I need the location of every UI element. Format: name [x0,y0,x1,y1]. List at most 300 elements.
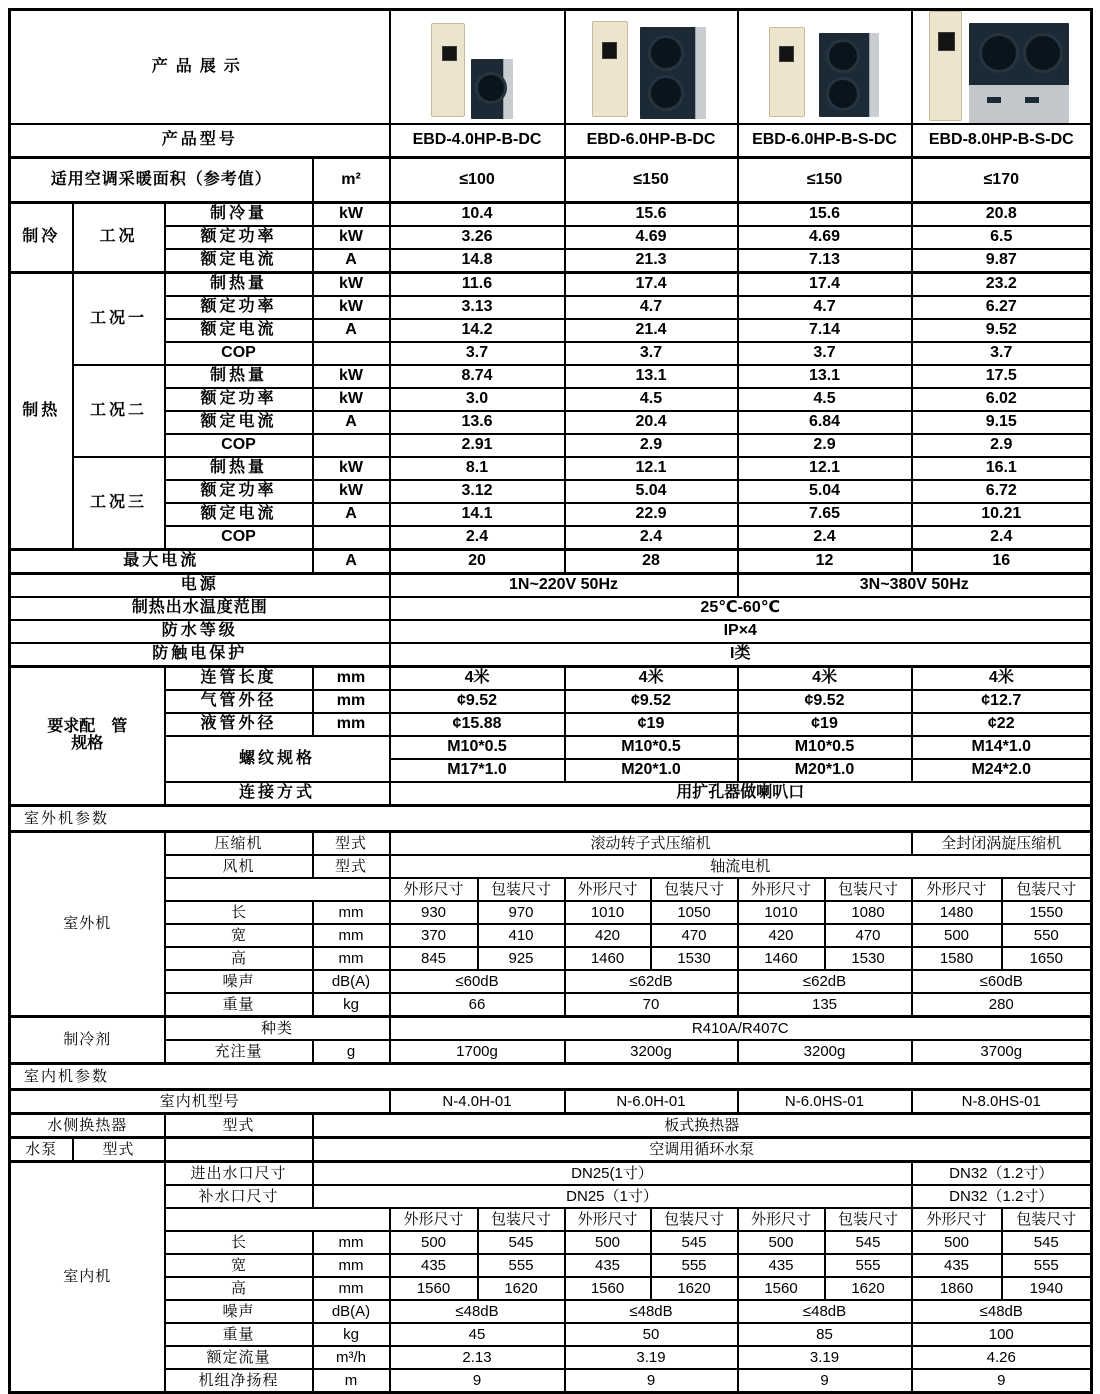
spec-value: 21.4 [565,319,738,342]
spec-label: 额定电流 [165,249,313,273]
spec-value: 545 [825,1231,912,1254]
spec-label: 噪声 [165,970,313,993]
spec-unit: m³/h [313,1346,390,1369]
indoor-model-1: N-4.0H-01 [390,1090,565,1114]
refrigerant-kind-label: 种类 [165,1017,390,1041]
heating-section-label: 制热 [10,273,73,550]
spec-value: 6.5 [912,226,1092,249]
area-value-1: ≤100 [390,158,565,203]
spec-value: 45 [390,1323,565,1346]
spec-value: 845 [390,947,478,970]
fan-icon [475,72,507,104]
spec-value: 470 [825,924,912,947]
spec-value: 135 [738,993,912,1017]
spec-value: 420 [738,924,825,947]
empty-cell [165,878,390,901]
hx-value: 板式换热器 [313,1114,1092,1138]
spec-label: COP [165,434,313,457]
spec-label: COP [165,342,313,365]
spec-value: 2.4 [738,526,912,550]
spec-value: 20.4 [565,411,738,434]
dim-header-outline: 外形尺寸 [390,878,478,901]
spec-value: 11.6 [390,273,565,297]
spec-label: 额定功率 [165,388,313,411]
spec-value: 1560 [390,1277,478,1300]
spec-value: 10.4 [390,203,565,227]
spec-value: 12.1 [565,457,738,480]
product-photo [566,11,737,123]
spec-label: 长 [165,901,313,924]
spec-value: 7.14 [738,319,912,342]
area-value-2: ≤150 [565,158,738,203]
spec-value: 13.1 [738,365,912,388]
spec-value: 555 [1002,1254,1092,1277]
dim-header-package: 包装尺寸 [1002,1208,1092,1231]
empty-cell [165,1208,390,1231]
fan-type: 轴流电机 [390,855,1092,878]
dim-header-outline: 外形尺寸 [565,1208,651,1231]
empty-cell [313,526,390,550]
shock-protection-label: 防触电保护 [10,643,390,667]
spec-value: 3.19 [565,1346,738,1369]
spec-label: COP [165,526,313,550]
spec-label: 额定功率 [165,480,313,503]
type-label: 型式 [313,832,390,856]
product-model-2: EBD-6.0HP-B-DC [565,124,738,158]
spec-value: 1560 [738,1277,825,1300]
spec-value: 6.02 [912,388,1092,411]
spec-label: 宽 [165,924,313,947]
spec-unit: A [313,503,390,526]
indoor-unit-label: 室内机 [10,1162,165,1393]
spec-value: 1580 [912,947,1002,970]
power-value-380: 3N~380V 50Hz [738,574,1092,598]
spec-label: 高 [165,1277,313,1300]
spec-unit: A [313,319,390,342]
spec-value: 4米 [565,667,738,691]
spec-value: 17.4 [738,273,912,297]
spec-value: ≤48dB [565,1300,738,1323]
dim-header-package: 包装尺寸 [1002,878,1092,901]
spec-value: 4米 [912,667,1092,691]
thread-value: M14*1.0 [912,736,1092,759]
spec-label: 机组净扬程 [165,1369,313,1393]
spec-value: 1560 [565,1277,651,1300]
spec-label: 宽 [165,1254,313,1277]
compressor-label: 压缩机 [165,832,313,856]
spec-value: 1860 [912,1277,1002,1300]
product-photo [913,11,1091,123]
spec-value: 7.65 [738,503,912,526]
outdoor-unit-label: 室外机 [10,832,165,1017]
spec-value: 3.19 [738,1346,912,1369]
spec-value: ¢9.52 [738,690,912,713]
thread-value: M10*0.5 [390,736,565,759]
empty-cell [313,434,390,457]
spec-unit: kg [313,993,390,1017]
thread-spec-label: 螺纹规格 [165,736,390,782]
area-value-4: ≤170 [912,158,1092,203]
spec-label: 额定电流 [165,411,313,434]
spec-value: 6.72 [912,480,1092,503]
thread-value: M20*1.0 [738,759,912,782]
spec-value: 5.04 [738,480,912,503]
spec-value: 9.15 [912,411,1092,434]
indoor-model-label: 室内机型号 [10,1090,390,1114]
spec-unit: mm [313,1277,390,1300]
spec-unit: kW [313,273,390,297]
spec-value: 470 [651,924,738,947]
spec-value: 15.6 [738,203,912,227]
spec-value: 1010 [738,901,825,924]
power-value-220: 1N~220V 50Hz [390,574,738,598]
product-image-4 [912,10,1092,125]
dim-header-package: 包装尺寸 [651,878,738,901]
spec-unit: mm [313,901,390,924]
spec-value: 85 [738,1323,912,1346]
dim-header-outline: 外形尺寸 [912,878,1002,901]
spec-unit: mm [313,713,390,736]
outdoor-section-header: 室外机参数 [10,806,1092,832]
indoor-section-header: 室内机参数 [10,1064,1092,1090]
spec-label: 重量 [165,1323,313,1346]
spec-value: 1480 [912,901,1002,924]
display-panel [442,46,457,61]
dim-header-outline: 外形尺寸 [565,878,651,901]
spec-value: ¢12.7 [912,690,1092,713]
spec-value: 970 [478,901,565,924]
water-temp-value: 25℃-60℃ [390,597,1092,620]
spec-value: 3.26 [390,226,565,249]
pump-type-label: 型式 [73,1138,165,1162]
spec-label: 液管外径 [165,713,313,736]
spec-value: 2.4 [390,526,565,550]
spec-value: 14.1 [390,503,565,526]
spec-value: ¢22 [912,713,1092,736]
base-panel [969,85,1069,123]
indoor-model-2: N-6.0H-01 [565,1090,738,1114]
spec-unit: dB(A) [313,1300,390,1323]
fan-icon [826,77,860,111]
spec-value: ≤62dB [565,970,738,993]
spec-value: 410 [478,924,565,947]
dim-header-package: 包装尺寸 [651,1208,738,1231]
empty-cell [165,1138,313,1162]
spec-unit: mm [313,1231,390,1254]
port-value-main: DN25（1寸） [313,1185,912,1208]
dim-header-outline: 外形尺寸 [738,1208,825,1231]
display-panel [779,46,794,62]
area-unit: m² [313,158,390,203]
spec-value: 1050 [651,901,738,924]
charge-value: 3200g [565,1040,738,1064]
product-image-3 [738,10,912,125]
indoor-unit [769,27,805,117]
fan-icon [979,33,1019,73]
refrigerant-kind-value: R410A/R407C [390,1017,1092,1041]
spec-unit: kW [313,480,390,503]
spec-value: 555 [825,1254,912,1277]
area-label: 适用空调采暖面积（参考值） [10,158,313,203]
spec-value: ≤48dB [912,1300,1092,1323]
spec-value: 66 [390,993,565,1017]
spec-value: 50 [565,1323,738,1346]
spec-value: 2.4 [912,526,1092,550]
spec-value: 4米 [390,667,565,691]
piping-section-label [10,667,165,806]
max-current-value: 28 [565,550,738,574]
type-label: 型式 [313,855,390,878]
spec-value: ≤48dB [738,1300,912,1323]
fan-icon [648,35,684,71]
spec-value: 1620 [651,1277,738,1300]
product-model-1: EBD-4.0HP-B-DC [390,124,565,158]
condition-1-label: 工况一 [73,273,165,366]
product-photo [391,11,564,123]
spec-label: 高 [165,947,313,970]
spec-unit: kW [313,296,390,319]
spec-value: 3.7 [565,342,738,365]
side-panel [869,33,879,117]
spec-value: 1620 [825,1277,912,1300]
spec-value: 435 [738,1254,825,1277]
spec-value: 13.1 [565,365,738,388]
outdoor-unit [969,23,1069,123]
spec-unit: dB(A) [313,970,390,993]
spec-value: 545 [478,1231,565,1254]
spec-unit: mm [313,667,390,691]
max-current-value: 12 [738,550,912,574]
spec-label: 额定电流 [165,319,313,342]
port-value-last: DN32（1.2寸） [912,1162,1092,1186]
charge-value: 1700g [390,1040,565,1064]
spec-value: 555 [478,1254,565,1277]
thread-value: M20*1.0 [565,759,738,782]
spec-unit: kW [313,365,390,388]
empty-cell [313,342,390,365]
spec-value: 2.13 [390,1346,565,1369]
spec-value: 7.13 [738,249,912,273]
spec-value: 4.7 [738,296,912,319]
spec-value: ¢19 [738,713,912,736]
outdoor-unit [819,33,879,117]
spec-value: 3.7 [912,342,1092,365]
spec-value: 17.4 [565,273,738,297]
spec-value: 545 [1002,1231,1092,1254]
spec-value: 6.84 [738,411,912,434]
refrigerant-label: 制冷剂 [10,1017,165,1064]
port-value-main: DN25(1寸） [313,1162,912,1186]
spec-value: 500 [390,1231,478,1254]
product-image-2 [565,10,738,125]
max-current-value: 20 [390,550,565,574]
spec-value: 17.5 [912,365,1092,388]
spec-unit: mm [313,1254,390,1277]
spec-value: 930 [390,901,478,924]
spec-unit: kW [313,457,390,480]
spec-value: 100 [912,1323,1092,1346]
spec-value: 4.26 [912,1346,1092,1369]
spec-label: 额定功率 [165,226,313,249]
thread-value: M10*0.5 [738,736,912,759]
spec-value: 8.74 [390,365,565,388]
spec-value: 1460 [738,947,825,970]
display-panel [602,42,617,59]
spec-value: 925 [478,947,565,970]
spec-unit: kW [313,203,390,227]
spec-value: 435 [912,1254,1002,1277]
dim-header-package: 包装尺寸 [478,1208,565,1231]
spec-table [8,8,1093,1394]
pump-value: 空调用循环水泵 [313,1138,1092,1162]
water-temp-label: 制热出水温度范围 [10,597,390,620]
spec-value: ¢19 [565,713,738,736]
spec-value: 2.9 [738,434,912,457]
outdoor-unit [471,59,513,119]
spec-value: 435 [565,1254,651,1277]
spec-value: 12.1 [738,457,912,480]
condition-2-label: 工况二 [73,365,165,457]
spec-value: 4.5 [738,388,912,411]
connector [987,97,1001,103]
spec-value: 500 [565,1231,651,1254]
spec-value: 280 [912,993,1092,1017]
max-current-value: 16 [912,550,1092,574]
dim-header-outline: 外形尺寸 [390,1208,478,1231]
spec-value: 9 [565,1369,738,1393]
product-image-1 [390,10,565,125]
max-current-label: 最大电流 [10,550,313,574]
spec-label: 额定功率 [165,296,313,319]
spec-value: 1530 [825,947,912,970]
area-value-3: ≤150 [738,158,912,203]
spec-value: 545 [651,1231,738,1254]
pump-label: 水泵 [10,1138,73,1162]
fan-icon [1023,33,1063,73]
charge-label: 充注量 [165,1040,313,1064]
spec-value: 370 [390,924,478,947]
spec-value: 1650 [1002,947,1092,970]
spec-value: 9 [390,1369,565,1393]
spec-value: 10.21 [912,503,1092,526]
spec-value: 500 [912,924,1002,947]
thread-value: M17*1.0 [390,759,565,782]
spec-value: ≤62dB [738,970,912,993]
dim-header-package: 包装尺寸 [825,878,912,901]
spec-value: 15.6 [565,203,738,227]
spec-label: 气管外径 [165,690,313,713]
spec-label: 制热量 [165,365,313,388]
spec-value: 4.5 [565,388,738,411]
port-label: 补水口尺寸 [165,1185,313,1208]
dim-header-outline: 外形尺寸 [738,878,825,901]
spec-value: 21.3 [565,249,738,273]
spec-value: 4米 [738,667,912,691]
max-current-unit: A [313,550,390,574]
product-display-label: 产品展示 [10,10,390,125]
connection-value: 用扩孔器做喇叭口 [390,782,1092,806]
spec-value: 435 [390,1254,478,1277]
spec-label: 制热量 [165,273,313,297]
spec-label: 制热量 [165,457,313,480]
dim-header-package: 包装尺寸 [825,1208,912,1231]
spec-value: 9.87 [912,249,1092,273]
spec-value: 1940 [1002,1277,1092,1300]
display-panel [938,32,955,51]
dim-header-outline: 外形尺寸 [912,1208,1002,1231]
charge-value: 3200g [738,1040,912,1064]
cooling-section-label: 制冷 [10,203,73,273]
fan-icon [826,39,860,73]
spec-value: 13.6 [390,411,565,434]
indoor-model-3: N-6.0HS-01 [738,1090,912,1114]
waterproof-value: IP×4 [390,620,1092,643]
spec-value: ≤48dB [390,1300,565,1323]
spec-value: 4.7 [565,296,738,319]
piping-label-line2: 规格 [71,735,104,752]
spec-label: 额定流量 [165,1346,313,1369]
spec-unit: A [313,411,390,434]
fan-label: 风机 [165,855,313,878]
hx-label: 水侧换热器 [10,1114,165,1138]
port-value-last: DN32（1.2寸） [912,1185,1092,1208]
spec-value: 2.9 [565,434,738,457]
spec-value: 3.13 [390,296,565,319]
outdoor-unit [640,27,706,119]
condition-label: 工况 [73,203,165,273]
connection-label: 连接方式 [165,782,390,806]
port-label: 进出水口尺寸 [165,1162,313,1186]
hx-type-label: 型式 [165,1114,313,1138]
spec-unit: mm [313,947,390,970]
fan-icon [648,75,684,111]
waterproof-label: 防水等级 [10,620,390,643]
thread-value: M24*2.0 [912,759,1092,782]
spec-value: 9 [912,1369,1092,1393]
spec-value: 1080 [825,901,912,924]
spec-value: 16.1 [912,457,1092,480]
spec-value: 1550 [1002,901,1092,924]
indoor-unit [431,23,465,117]
connector [1025,97,1039,103]
spec-value: 550 [1002,924,1092,947]
product-photo [739,11,911,123]
spec-value: 500 [738,1231,825,1254]
spec-value: ¢15.88 [390,713,565,736]
thread-value: M10*0.5 [565,736,738,759]
condition-3-label: 工况三 [73,457,165,550]
spec-unit: m [313,1369,390,1393]
spec-value: 2.91 [390,434,565,457]
piping-label-line1: 要求配 管 [47,718,128,736]
side-panel [695,27,706,119]
spec-value: 9.52 [912,319,1092,342]
spec-value: 23.2 [912,273,1092,297]
spec-unit: kg [313,1323,390,1346]
spec-unit: kW [313,226,390,249]
charge-value: 3700g [912,1040,1092,1064]
spec-value: ≤60dB [912,970,1092,993]
indoor-unit [929,11,962,121]
spec-label: 长 [165,1231,313,1254]
spec-unit: mm [313,924,390,947]
spec-label: 连管长度 [165,667,313,691]
spec-value: 500 [912,1231,1002,1254]
spec-value: 6.27 [912,296,1092,319]
spec-value: 3.7 [390,342,565,365]
spec-value: 20.8 [912,203,1092,227]
spec-value: 1460 [565,947,651,970]
